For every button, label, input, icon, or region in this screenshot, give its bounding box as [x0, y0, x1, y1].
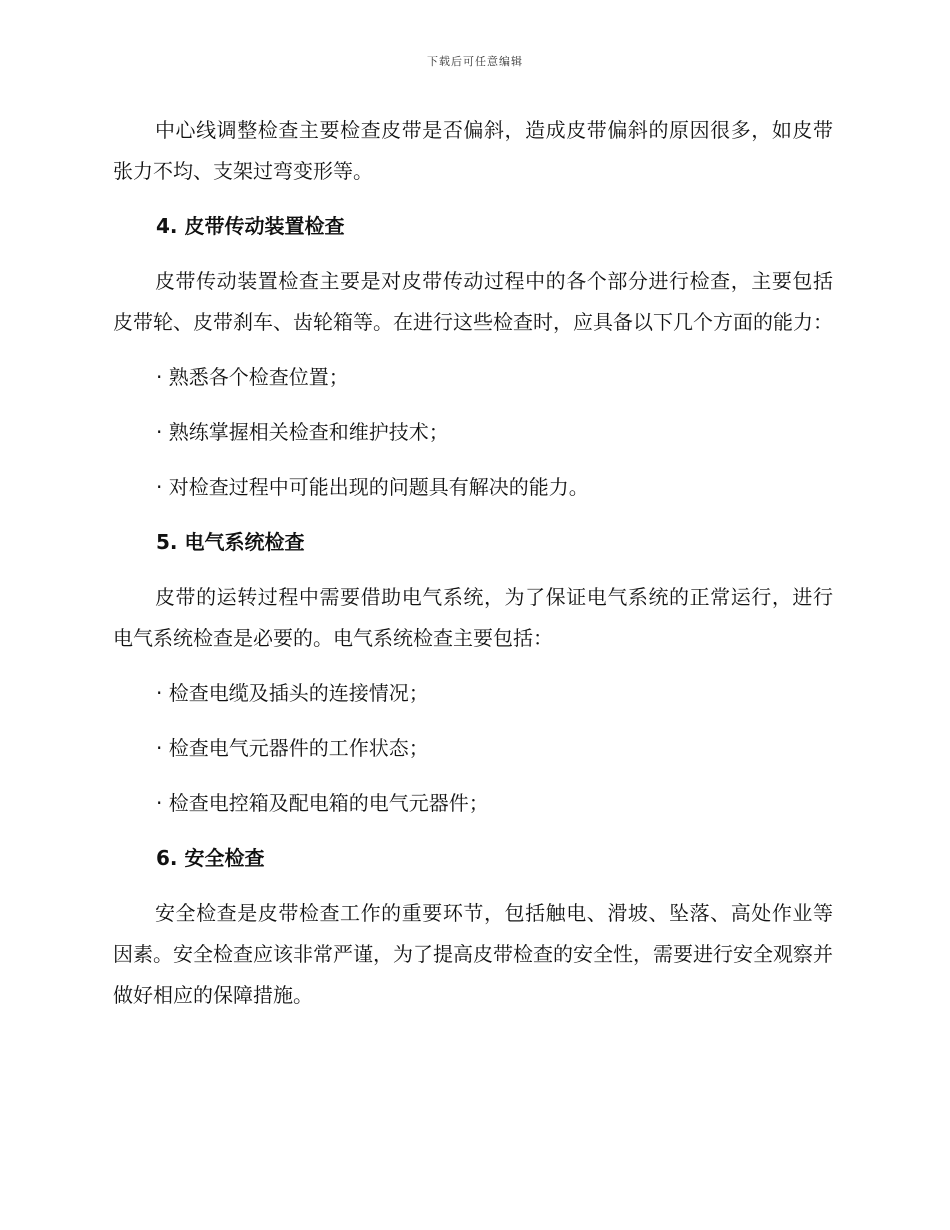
list-item: · 对检查过程中可能出现的问题具有解决的能力。: [156, 475, 589, 499]
list-item: · 检查电缆及插头的连接情况；: [156, 681, 429, 705]
section-heading-5: 5. 电气系统检查: [156, 530, 305, 554]
section-heading-6: 6. 安全检查: [156, 846, 265, 870]
paragraph-centerline-check: 中心线调整检查主要检查皮带是否偏斜，造成皮带偏斜的原因很多，如皮带张力不均、支架过弯变形等。: [113, 118, 833, 183]
paragraph-transmission-check: 皮带传动装置检查主要是对皮带传动过程中的各个部分进行检查，主要包括皮带轮、皮带刹车、齿轮箱等。在进行这些检查时，应具备以下几个方面的能力：: [113, 269, 833, 334]
list-item: · 熟练掌握相关检查和维护技术；: [156, 420, 449, 444]
list-item: · 检查电气元器件的工作状态；: [156, 736, 429, 760]
list-item: · 检查电控箱及配电箱的电气元器件；: [156, 791, 489, 815]
paragraph-safety-check: 安全检查是皮带检查工作的重要环节，包括触电、滑坡、坠落、高处作业等因素。安全检查应该非常严谨，为了提高皮带检查的安全性，需要进行安全观察并做好相应的保障措施。: [113, 901, 833, 1007]
list-item: · 熟悉各个检查位置；: [156, 365, 349, 389]
page-header: 下载后可任意编辑: [427, 55, 523, 68]
document-body: [113, 110, 833, 1030]
paragraph-electrical-check: 皮带的运转过程中需要借助电气系统，为了保证电气系统的正常运行，进行电气系统检查是必要的。电气系统检查主要包括：: [113, 585, 833, 650]
section-heading-4: 4. 皮带传动装置检查: [156, 214, 345, 238]
